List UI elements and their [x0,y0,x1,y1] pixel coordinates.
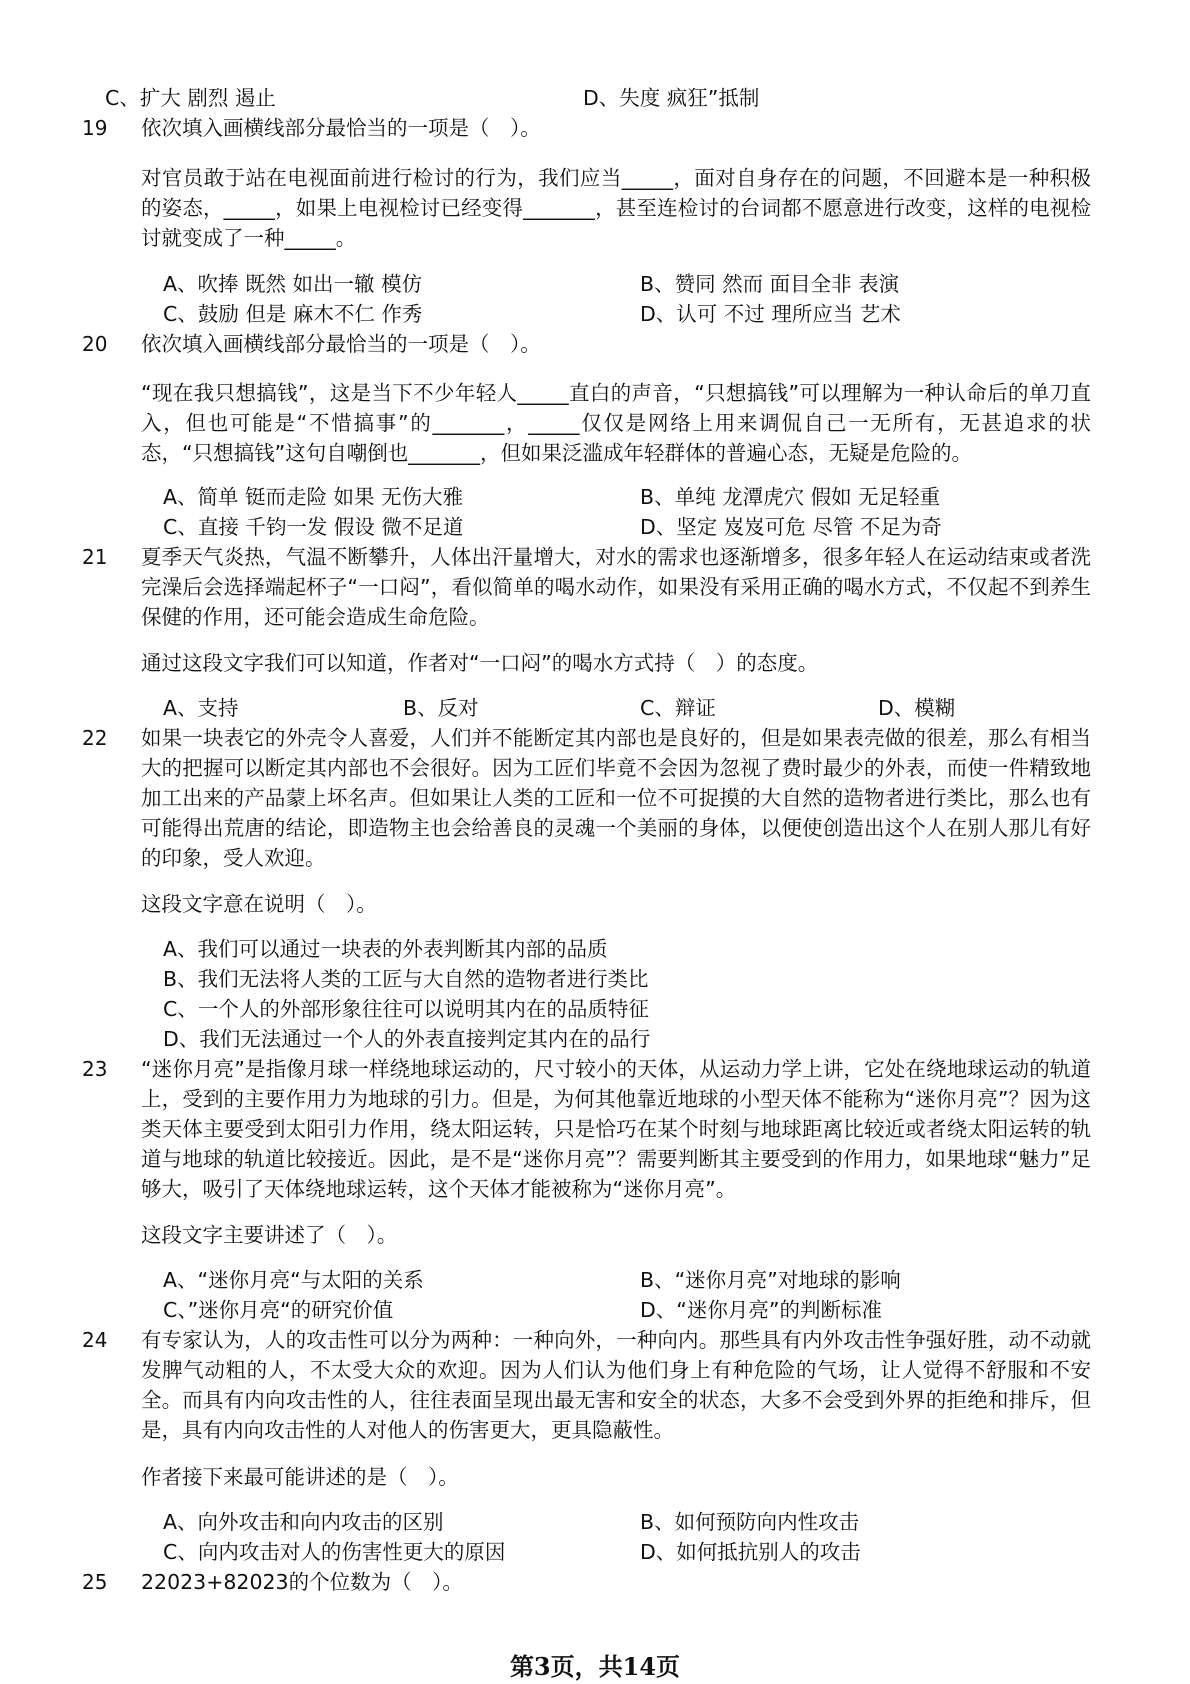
option-c: C、一个人的外部形象往往可以说明其内在的品质特征 [163,997,649,1021]
option-c: C、”迷你月亮“的研究价值 [163,1298,394,1322]
option-c: C、扩大 剧烈 遏止 [105,86,276,110]
option-d: D、坚定 岌岌可危 尽管 不足为奇 [640,515,942,539]
option-d: D、模糊 [878,696,956,720]
question-stem: 22023+82023的个位数为（ ）。 [141,1570,463,1594]
option-c: C、直接 千钧一发 假设 微不足道 [163,515,464,539]
question-number: 21 [82,545,108,569]
question-number: 23 [82,1057,108,1081]
question-passage: 有专家认为，人的攻击性可以分为两种：一种向外，一种向内。那些具有内外攻击性争强好胜，动不动就发脾气动粗的人，不太受大众的欢迎。因为人们认为他们身上有种危险的气场，让人觉得不舒服和不安全。而具有内向攻击性的人，往往表面呈现出最无害和安全的状态，大多不会受到外界的拒绝和排斥，但是，具有内向攻击性的人对他人的伤害更大，更具隐蔽性。 [141,1328,1091,1442]
option-d: D、“迷你月亮”的判断标准 [640,1298,883,1322]
question-passage: 对官员敢于站在电视面前进行检讨的行为，我们应当_____，面对自身存在的问题，不回避本是一种积极的姿态，_____，如果上电视检讨已经变得_______，甚至连检讨的台词都不愿意进行改变，这样的电视检讨就变成了一种_____。 [141,166,1091,250]
question-passage: “迷你月亮”是指像月球一样绕地球运动的，尺寸较小的天体，从运动力学上讲，它处在绕地球运动的轨道上，受到的主要作用力为地球的引力。但是，为何其他靠近地球的小型天体不能称为“迷你月亮”？因为这类天体主要受到太阳引力作用，绕太阳运转，只是恰巧在某个时刻与地球距离比较近或者绕太阳运转的轨道与地球的轨道比较接近。因此，是不是“迷你月亮”？需要判断其主要受到的作用力，如果地球“魅力”足够大，吸引了天体绕地球运转，这个天体才能被称为“迷你月亮”。 [141,1057,1091,1201]
question-stem: 这段文字主要讲述了（ ）。 [141,1223,398,1247]
option-d: D、认可 不过 理所应当 艺术 [640,302,901,326]
option-a: A、简单 铤而走险 如果 无伤大雅 [163,485,464,509]
option-b: B、我们无法将人类的工匠与大自然的造物者进行类比 [163,967,649,991]
question-number: 20 [82,332,108,356]
question-passage: “现在我只想搞钱”，这是当下不少年轻人_____直白的声音，“只想搞钱”可以理解为一种认命后的单刀直入，但也可能是“不惜搞事”的_______，_____仅仅是网络上用来调侃自己一无所有，无甚追求的状态，“只想搞钱”这句自嘲倒也_______，但如果泛滥成年轻群体的普遍心态，无疑是危险的。 [141,381,1091,465]
question-stem: 依次填入画横线部分最恰当的一项是（ ）。 [141,332,541,356]
option-a: A、“迷你月亮“与太阳的关系 [163,1268,424,1292]
option-b: B、“迷你月亮”对地球的影响 [640,1268,901,1292]
option-a: A、向外攻击和向内攻击的区别 [163,1510,444,1534]
page-number: 第3页，共14页 [509,1652,681,1681]
option-b: B、如何预防向内性攻击 [640,1510,860,1534]
option-d: D、失度 疯狂”抵制 [583,86,760,110]
question-passage: 如果一块表它的外壳令人喜爱，人们并不能断定其内部也是良好的，但是如果表壳做的很差，那么有相当大的把握可以断定其内部也不会很好。因为工匠们毕竟不会因为忽视了费时最少的外表，而使一件精致地加工出来的产品蒙上坏名声。但如果让人类的工匠和一位不可捉摸的大自然的造物者进行类比，那么也有可能得出荒唐的结论，即造物主也会给善良的灵魂一个美丽的身体，以便使创造出这个人在别人那儿有好的印象，受人欢迎。 [141,726,1091,870]
option-a: A、我们可以通过一块表的外表判断其内部的品质 [163,937,608,961]
option-b: B、单纯 龙潭虎穴 假如 无足轻重 [640,485,941,509]
question-stem: 作者接下来最可能讲述的是（ ）。 [141,1465,459,1489]
question-stem: 依次填入画横线部分最恰当的一项是（ ）。 [141,116,541,140]
question-passage: 夏季天气炎热，气温不断攀升，人体出汗量增大，对水的需求也逐渐增多，很多年轻人在运动结束或者洗完澡后会选择端起杯子“一口闷”，看似简单的喝水动作，如果没有采用正确的喝水方式，不仅起不到养生保健的作用，还可能会造成生命危险。 [141,545,1091,629]
option-c: C、鼓励 但是 麻木不仁 作秀 [163,302,423,326]
option-c: C、向内攻击对人的伤害性更大的原因 [163,1540,506,1564]
question-stem: 通过这段文字我们可以知道，作者对“一口闷”的喝水方式持（ ）的态度。 [141,651,819,675]
option-b: B、反对 [403,696,479,720]
option-c: C、辩证 [640,696,716,720]
question-number: 24 [82,1328,108,1352]
option-d: D、我们无法通过一个人的外表直接判定其内在的品行 [163,1027,651,1051]
question-number: 22 [82,726,108,750]
question-number: 25 [82,1570,108,1594]
option-b: B、赞同 然而 面目全非 表演 [640,272,900,296]
question-stem: 这段文字意在说明（ ）。 [141,892,377,916]
option-d: D、如何抵抗别人的攻击 [640,1540,861,1564]
option-a: A、吹捧 既然 如出一辙 模仿 [163,272,423,296]
option-a: A、支持 [163,696,239,720]
question-number: 19 [82,116,108,140]
